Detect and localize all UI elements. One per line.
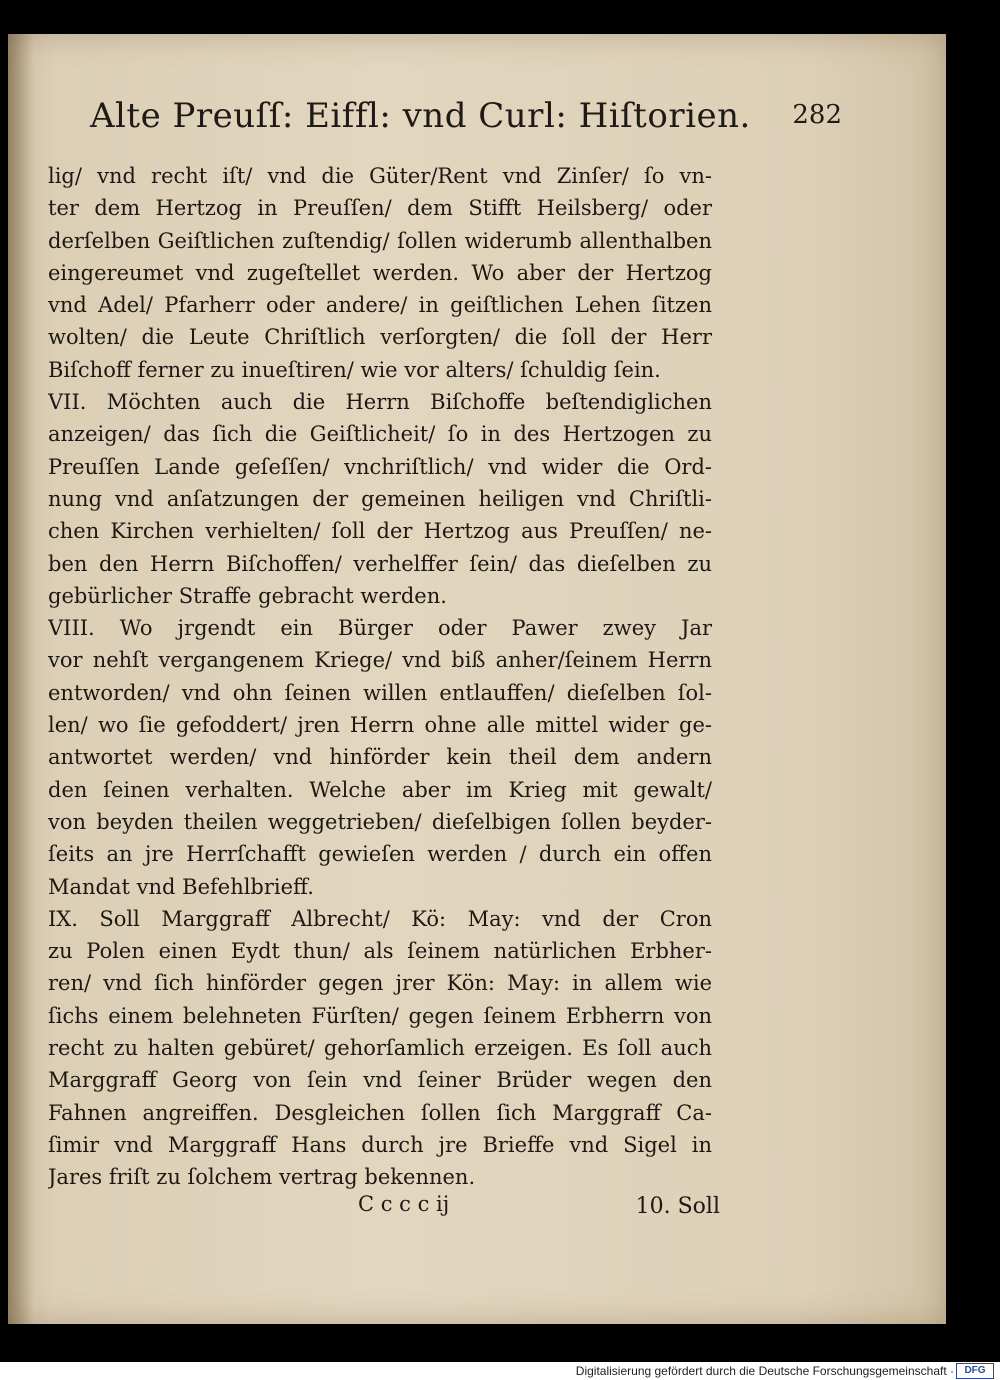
text-line: Preuſſen Lande geſeſſen/ vnchriſtlich/ vnd wider die Ord- [48, 454, 712, 479]
text-line: anzeigen/ das ſich die Geiſtlicheit/ ſo in des Hertzogen zu [48, 422, 712, 447]
body-text [48, 160, 712, 1194]
page-footer [48, 1192, 720, 1228]
text-line: wolten/ die Leute Chriſtlich verſorgten/ die ſoll der Herr [48, 325, 712, 350]
text-line: vnd Adel/ Pfarherr oder andere/ in geiſtlichen Lehen ſitzen [48, 293, 712, 318]
text-line: Jares friſt zu ſolchem vertrag bekennen. [48, 1165, 476, 1190]
text-line: nung vnd anſatzungen der gemeinen heiligen vnd Chriſtli- [48, 486, 712, 511]
dfg-logo-icon: DFG [956, 1363, 994, 1379]
text-line: den ſeinen verhalten. Welche aber im Krieg mit gewalt/ [48, 777, 712, 802]
section-vii-line: VII. Möchten auch die Herrn Biſchoffe beſtendiglichen [48, 390, 712, 415]
page-number: 282 [792, 100, 842, 130]
text-line: ſeits an jre Herrſchafft gewieſen werden / durch ein offen [48, 842, 712, 867]
digitization-credit: Digitalisierung gefördert durch die Deutsche Forschungsgemeinschaft · [575, 1364, 954, 1378]
text-line: ben den Herrn Biſchoffen/ verhelffer ſein/ das dieſelben zu [48, 551, 712, 576]
text-line: recht zu halten gebüret/ gehorſamlich erzeigen. Es ſoll auch [48, 1036, 712, 1061]
text-line: eingereumet vnd zugeſtellet werden. Wo aber der Hertzog [48, 260, 712, 285]
text-line: ter dem Hertzog in Preuſſen/ dem Stifft Heilsberg/ oder [48, 196, 712, 221]
section-ix-line: IX. Soll Marggraff Albrecht/ Kö: May: vnd der Cron [48, 906, 712, 931]
text-line: Marggraff Georg von ſein vnd ſeiner Brüder wegen den [48, 1068, 712, 1093]
text-line: von beyden theilen weggetrieben/ dieſelbigen ſollen beyder- [48, 809, 712, 834]
section-viii-line: VIII. Wo jrgendt ein Bürger oder Pawer zwey Jar [48, 616, 712, 641]
text-line: ren/ vnd ſich hinförder gegen jrer Kön: May: in allem wie [48, 971, 712, 996]
text-line: lig/ vnd recht iſt/ vnd die Güter/Rent vnd Zinſer/ ſo vn- [48, 164, 712, 188]
page-header [82, 96, 842, 146]
text-line: derſelben Geiſtlichen zuſtendig/ ſollen widerumb allenthalben [48, 228, 712, 253]
text-line: zu Polen einen Eydt thun/ als ſeinem natürlichen Erbher- [48, 939, 712, 964]
text-line: ſichs einem belehneten Fürſten/ gegen ſeinem Erbherrn von [48, 1003, 712, 1028]
text-line: chen Kirchen verhielten/ ſoll der Hertzog aus Preuſſen/ ne- [48, 519, 712, 544]
catchword: 10. Soll [635, 1194, 720, 1219]
page-gutter-shadow [8, 34, 34, 1324]
text-line: antwortet werden/ vnd hinförder kein theil dem andern [48, 745, 712, 770]
text-line: ſimir vnd Marggraff Hans durch jre Brieffe vnd Sigel in [48, 1132, 712, 1157]
text-line: gebürlicher Straffe gebracht werden. [48, 583, 447, 608]
text-line: Biſchoff ferner zu inueſtiren/ wie vor alters/ ſchuldig ſein. [48, 357, 661, 382]
text-line: Mandat vnd Befehlbrieff. [48, 874, 314, 899]
text-line: entworden/ vnd ohn ſeinen willen entlauffen/ dieſelben ſol- [48, 680, 712, 705]
text-line: len/ wo ſie gefoddert/ jren Herrn ohne alle mittel wider ge- [48, 713, 712, 738]
running-title: Alte Preuſſ: Eiffl: vnd Curl: Hiſtorien. [90, 96, 751, 136]
text-line: vor nehſt vergangenem Kriege/ vnd biß anher/ſeinem Herrn [48, 648, 712, 673]
text-line: Fahnen angreiffen. Desgleichen ſollen ſich Marggraff Ca- [48, 1100, 712, 1125]
signature-mark: C c c c ij [358, 1192, 450, 1216]
